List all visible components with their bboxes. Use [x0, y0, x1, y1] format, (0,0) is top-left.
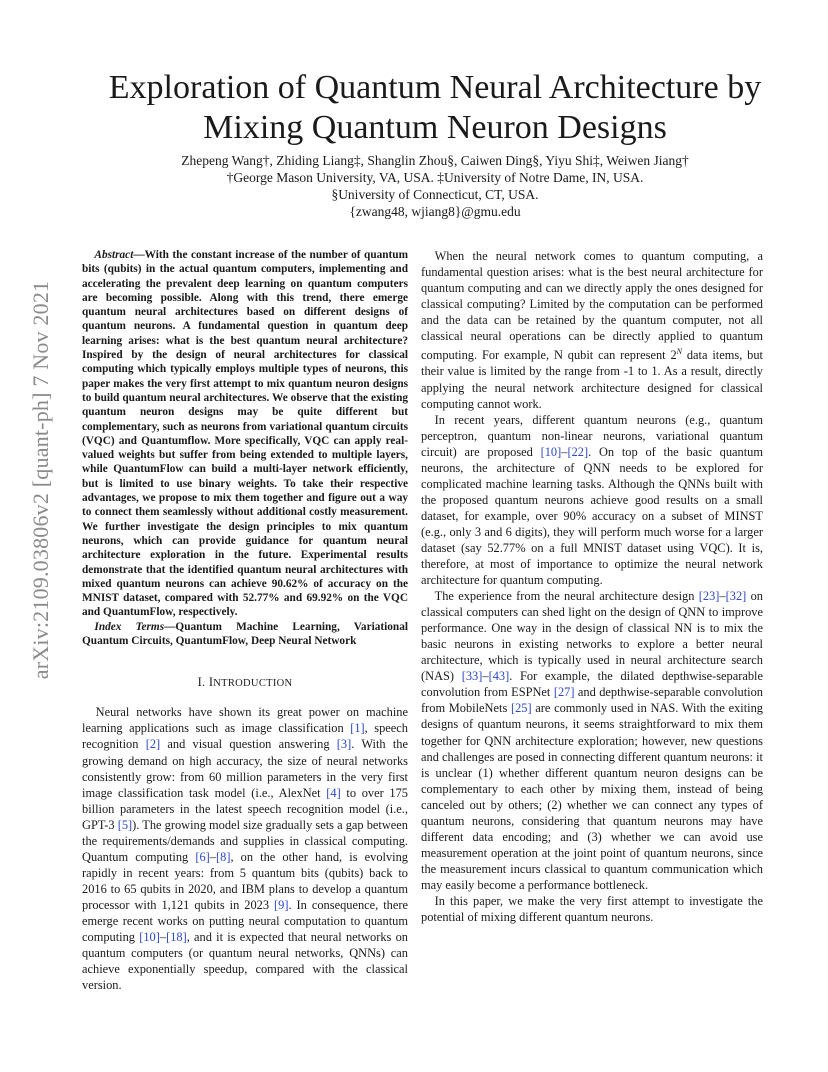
section-heading-introduction: I. INTRODUCTION — [197, 675, 293, 690]
intro-paragraph-4: The experience from the neural architecture design [23]–[32] on classical computers can shed light on the design of QNN to improve performance. One way in the design of classical NN is to mix the basic neurons in existing networks to explore a better neural architecture, which is typically used in neural architecture search (NAS) [33]–[43]. For example, the dilated depthwise-separable convolution from ESPNet [27] and depthwise-separable convolution from MobileNets [25] are commonly used in NAS. With the exiting designs of quantum neurons, it seems straightforward to mix them together for QNN architecture exploration; however, new questions and challenges are posed in connecting different quantum neurons: it is unclear (1) whether different quantum neuron designs can be complementary to each other by mixing them, instead of being canceled out by others; (2) whether we can connect any types of quantum neurons, considering that quantum neurons may have different data encoding; and (3) whether we can avoid use measurement operation at the joint point of quantum neurons, since the measurement incurs classical to quantum communication which may easily become a performance bottleneck. — [421, 589, 763, 892]
citation-link[interactable]: [23] — [698, 589, 720, 604]
citation-link[interactable]: [2] — [145, 737, 161, 752]
citation-link[interactable]: [43] — [488, 669, 510, 684]
index-terms-text: —Quantum Machine Learning, Variational Quantum Circuits, QuantumFlow, Deep Neural Network — [82, 620, 408, 648]
citation-link[interactable]: [10] — [540, 444, 562, 459]
intro-paragraph-5: In this paper, we make the very first attempt to investigate the potential of mixing different quantum neurons. — [421, 894, 763, 925]
citation-link[interactable]: [25] — [510, 701, 532, 716]
citation-link[interactable]: [6] — [195, 849, 210, 864]
abstract-text: —With the constant increase of the number of quantum bits (qubits) in the actual quantum computers, implementing and accelerating the prevalent deep learning on quantum computers are becoming possible. Along with this trend, there emerge quantum neural architectures based on different designs of quantum neurons. A fundamental question in quantum deep learning arises: what is the best quantum neural architecture? Inspired by the design of neural architectures for classical computing which typically employs multiple types of neurons, this paper makes the very first attempt to mix quantum neuron designs to build quantum neural architectures. We observe that the existing quantum neuron designs may be quite different but complementary, such as neurons from variational quantum circuits (VQC) and Quantumflow. More specifically, VQC can apply real-valued weights but suffer from being extended to multiple layers, while QuantumFlow can build a multi-layer network efficiently, but is limited to use binary weights. To take their respective advantages, we propose to mix them together and figure out a way to connect them seamlessly without additional costly measurement. We further investigate the design principles to mix quantum neurons, which can provide guidance for quantum neural architecture exploration in the future. Experimental results demonstrate that the identified quantum neural architectures with mixed quantum neurons can achieve 90.62% of accuracy on the MNIST dataset, compared with 52.77% and 69.92% on the VQC and QuantumFlow, respectively. — [82, 249, 408, 619]
author-names: Zhepeng Wang†, Zhiding Liang‡, Shanglin Zhou§, Caiwen Ding§, Yiyu Shi‡, Weiwen Jiang† — [181, 153, 689, 168]
citation-link[interactable]: [8] — [216, 849, 231, 864]
index-terms-label: Index Terms — [94, 620, 165, 633]
citation-link[interactable]: [5] — [117, 817, 133, 832]
abstract — [82, 248, 408, 648]
paper-title: Exploration of Quantum Neural Architecture by Mixing Quantum Neuron Designs — [108, 69, 762, 146]
arxiv-stamp: arXiv:2109.03806v2 [quant-ph] 7 Nov 2021 — [28, 280, 53, 680]
citation-link[interactable]: [4] — [326, 785, 341, 800]
abstract-label: Abstract — [94, 249, 134, 261]
affiliation-line-1: †George Mason University, VA, USA. ‡University of Notre Dame, IN, USA. — [226, 170, 644, 185]
intro-paragraph-1: Neural networks have shown its great power on machine learning applications such as image classification [1], speech recognition [2] and visual question answering [3]. With the growing demand on high accuracy, the size of neural networks consistently grow: from 60 million parameters in the very first image classification task model (i.e., AlexNet [4] to over 175 billion parameters in the latest speech recognition model (i.e., GPT-3 [5]). The growing model size gradually sets a gap between the requirements/demands and supplies in classical computing. Quantum computing [6]–[8], on the other hand, is evolving rapidly in recent years: from 5 quantum bits (qubits) back to 2016 to 65 qubits in 2020, and IBM plans to develop a quantum processor with 1,121 qubits in 2023 [9]. In consequence, there emerge recent works on putting neural computation to quantum computing [10]–[18], and it is expected that neural networks on quantum computers (or quantum neural networks, QNNs) can achieve exponentially speedup, compared with the classical version. — [82, 705, 409, 993]
citation-link[interactable]: [18] — [166, 930, 187, 945]
right-column — [421, 248, 763, 925]
citation-link[interactable]: [22] — [567, 444, 589, 459]
left-column — [82, 248, 408, 993]
citation-link[interactable]: [27] — [553, 685, 575, 700]
author-block — [70, 152, 800, 220]
intro-paragraph-2: When the neural network comes to quantum computing, a fundamental question arises: what is the best neural architecture for quantum computing and can we directly apply the ones designed for classical computing? Limited by the computation can be performed and the data can be retained by the quantum computer, not all classical neural operations can be directly applied to quantum computing. For example, N qubit can represent $2^N$ data items, but their value is limited by the range from -1 to 1. As a result, directly applying the neural network architecture designed for classical computing cannot work. — [421, 249, 763, 411]
author-email: {zwang48, wjiang8}@gmu.edu — [349, 204, 521, 219]
citation-link[interactable]: [9] — [274, 897, 289, 912]
citation-link[interactable]: [33] — [461, 669, 483, 684]
affiliation-line-2: §University of Connecticut, CT, USA. — [331, 187, 539, 202]
intro-paragraph-3: In recent years, different quantum neurons (e.g., quantum perceptron, quantum non-linear neurons, variational quantum circuit) are proposed [10]–[22]. On top of the basic quantum neurons, the architecture of QNN needs to be explored for complicated machine learning tasks. Although the QNNs built with the proposed quantum neurons achieve good results on a small dataset, for example, over 90% accuracy on a subset of MINST (e.g., only 3 and 6 digits), they will perform much worse for a larger dataset (say 52.77% on a full MNIST dataset using VQC). It is, therefore, at most of importance to optimize the neural network architecture for quantum computing. — [421, 412, 763, 588]
citation-link[interactable]: [1] — [350, 721, 365, 736]
citation-link[interactable]: [32] — [725, 589, 747, 604]
citation-link[interactable]: [10] — [139, 930, 160, 945]
citation-link[interactable]: [3] — [336, 737, 352, 752]
